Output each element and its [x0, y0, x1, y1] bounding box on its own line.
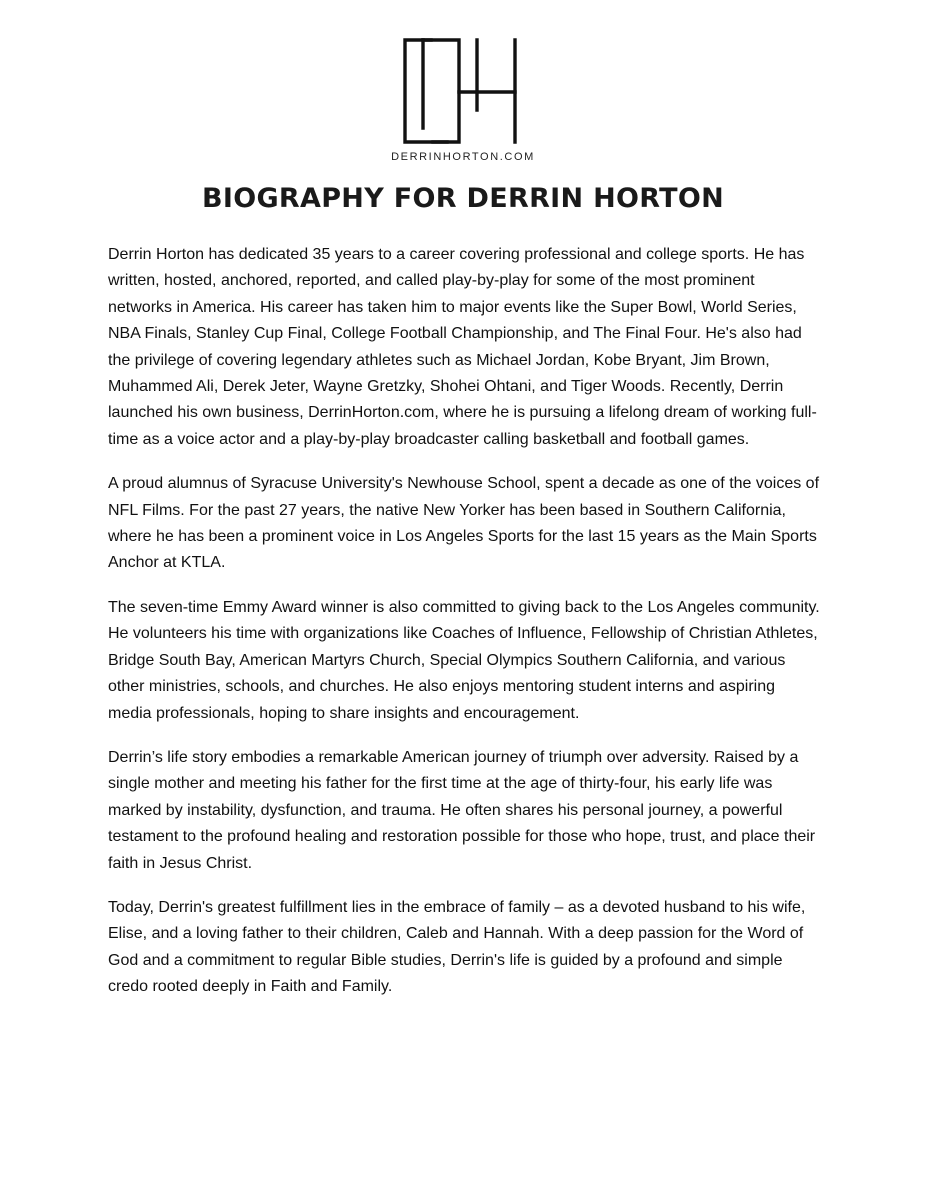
paragraph-career: Derrin Horton has dedicated 35 years to a career covering professional and college sports. He has written, hosted, anchored, reported, and called play-by-play for some of the most prominent networks in America. His career has taken him to major events like the Super Bowl, World Series, NBA Finals, Stanley Cup Final, College Football Championship, and The Final Four. He's also had the privilege of covering legendary athletes such as Michael Jordan, Kobe Bryant, Jim Brown, Muhammed Ali, Derek Jeter, Wayne Gretzky, Shohei Ohtani, and Tiger Woods. Recently, Derrin launched his own business, DerrinHorton.com, where he is pursuing a lifelong dream of working full-time as a voice actor and a play-by-play broadcaster calling basketball and football games.	[108, 246, 817, 448]
biography-body	[108, 242, 820, 1019]
paragraph-community: The seven-time Emmy Award winner is also committed to giving back to the Los Angeles community. He volunteers his time with organizations like Coaches of Influence, Fellowship of Christian Athletes, Bridge South Bay, American Martyrs Church, Special Olympics Southern California, and various other ministries, schools, and churches. He also enjoys mentoring student interns and aspiring media professionals, hoping to share insights and encouragement.	[108, 598, 820, 722]
page-title: BIOGRAPHY FOR DERRIN HORTON	[201, 183, 725, 214]
paragraph-education: A proud alumnus of Syracuse University's Newhouse School, spent a decade as one of the voices of NFL Films. For the past 27 years, the native New Yorker has been based in Southern California, where he has been a prominent voice in Los Angeles Sports for the last 15 years as the Main Sports Anchor at KTLA.	[108, 475, 820, 572]
dh-monogram-logo	[399, 36, 527, 148]
logo	[0, 36, 926, 170]
paragraph-life-story: Derrin’s life story embodies a remarkable American journey of triumph over adversity. Raised by a single mother and meeting his father for the first time at the age of thirty-four, his early life was marked by instability, dysfunction, and trauma. He often shares his personal journey, a powerful testament to the profound healing and restoration possible for those who hope, trust, and place their faith in Jesus Christ.	[108, 748, 816, 872]
paragraph-family: Today, Derrin's greatest fulfillment lies in the embrace of family – as a devoted husband to his wife, Elise, and a loving father to their children, Caleb and Hannah. With a deep passion for the Word of God and a commitment to regular Bible studies, Derrin's life is guided by a profound and simple credo rooted deeply in Faith and Family.	[108, 898, 806, 996]
logo-domain-text: DERRINHORTON.COM	[391, 151, 535, 163]
